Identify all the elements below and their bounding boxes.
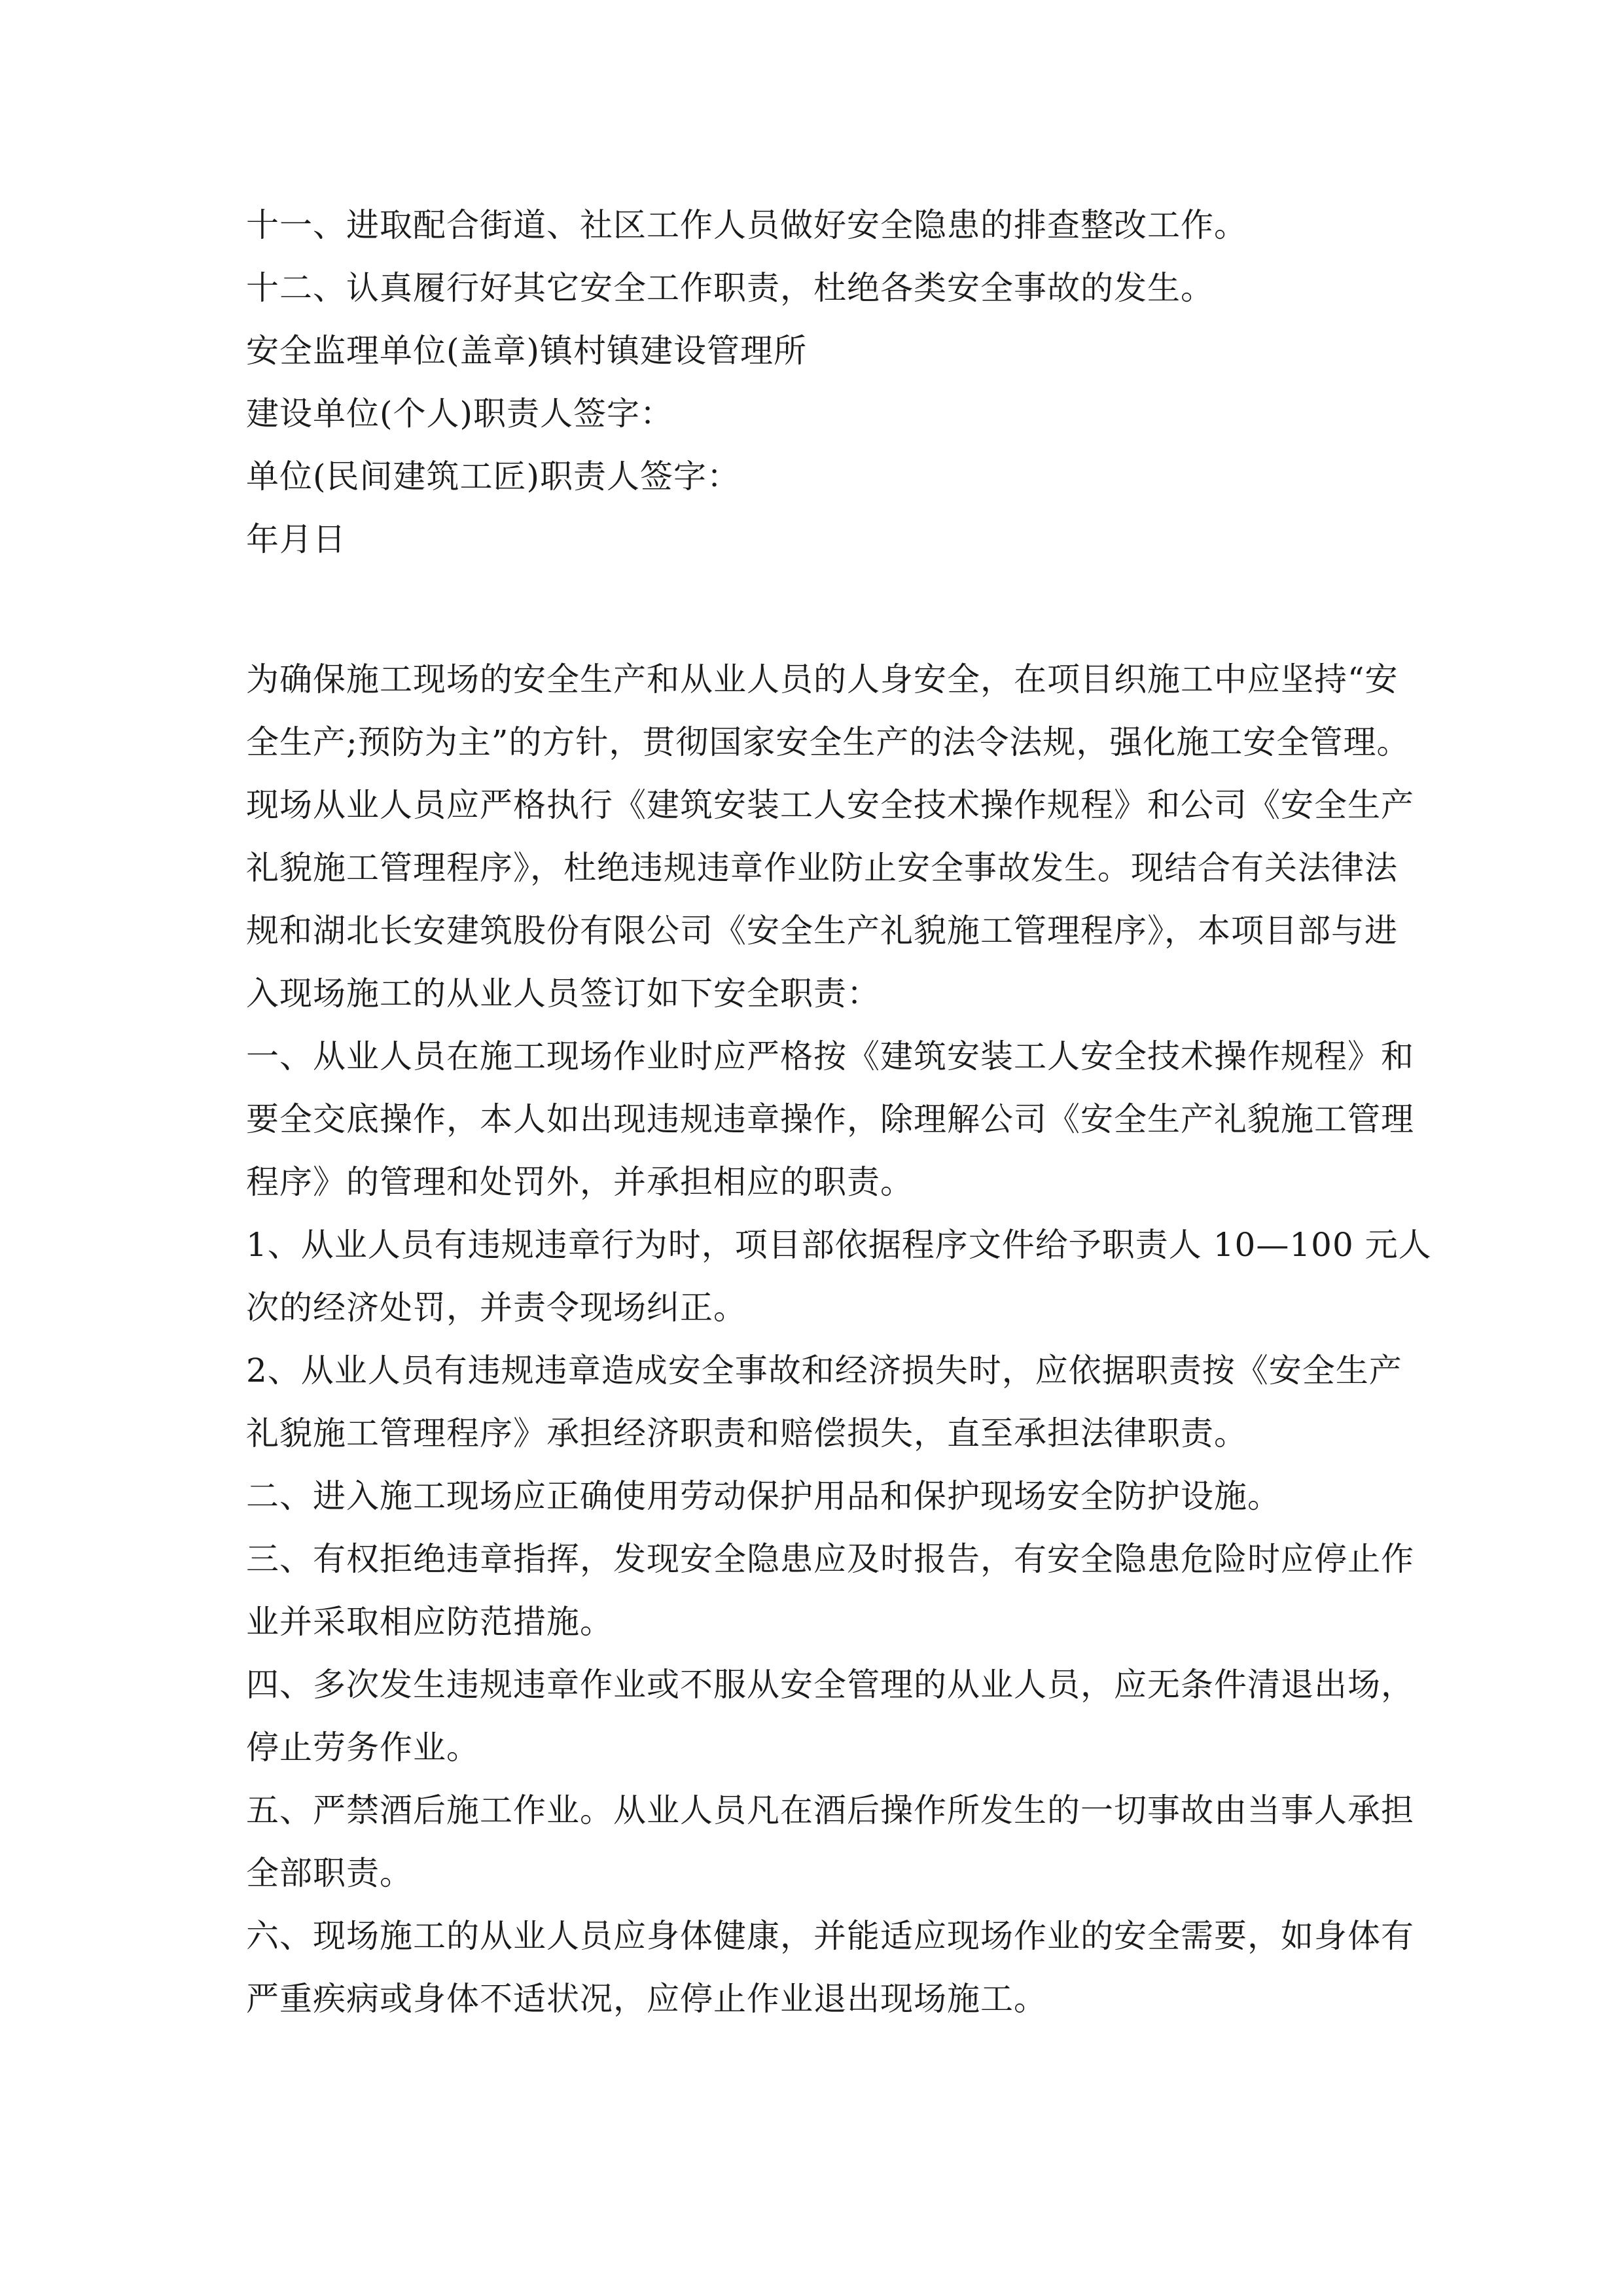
intro-line: 为确保施工现场的安全生产和从业人员的人身安全，在项目织施工中应坚持“安 xyxy=(246,660,1399,698)
safety-responsibility-body xyxy=(246,648,1432,2030)
date-line: 年月日 xyxy=(246,520,346,558)
construction-unit-signature: 建设单位(个人)职责人签字： xyxy=(246,395,674,433)
clause-eleven: 十一、进取配合街道、社区工作人员做好安全隐患的排查整改工作。 xyxy=(246,206,1247,244)
intro-line: 规和湖北长安建筑股份有限公司《安全生产礼貌施工管理程序》，本项目部与进 xyxy=(246,912,1398,950)
clause-four-line: 停止劳务作业。 xyxy=(246,1729,480,1767)
supervision-unit-seal: 安全监理单位(盖章)镇村镇建设管理所 xyxy=(246,332,808,370)
clause-six-line: 严重疾病或身体不适状况，应停止作业退出现场施工。 xyxy=(246,1980,1047,2018)
clause-four-line: 四、多次发生违规违章作业或不服从安全管理的从业人员，应无条件清退出场， xyxy=(246,1666,1414,1704)
clause-one-line: 程序》的管理和处罚外，并承担相应的职责。 xyxy=(246,1163,914,1201)
clause-three-line: 三、有权拒绝违章指挥，发现安全隐患应及时报告，有安全隐患危险时应停止作 xyxy=(246,1540,1414,1578)
sub-clause-2-line: 礼貌施工管理程序》承担经济职责和赔偿损失，直至承担法律职责。 xyxy=(246,1414,1247,1452)
intro-line: 全生产;预防为主”的方针，贯彻国家安全生产的法令法规，强化施工安全管理。 xyxy=(246,723,1410,761)
clause-one-line: 要全交底操作，本人如出现违规违章操作，除理解公司《安全生产礼貌施工管理 xyxy=(246,1100,1414,1138)
clause-six-line: 六、现场施工的从业人员应身体健康，并能适应现场作业的安全需要，如身体有 xyxy=(246,1917,1414,1955)
clause-two-line: 二、进入施工现场应正确使用劳动保护用品和保护现场安全防护设施。 xyxy=(246,1477,1281,1515)
clause-five-line: 五、严禁酒后施工作业。从业人员凡在酒后操作所发生的一切事故由当事人承担 xyxy=(246,1791,1414,1829)
clause-one-line: 一、从业人员在施工现场作业时应严格按《建筑安装工人安全技术操作规程》和 xyxy=(246,1037,1414,1075)
clause-five-line: 全部职责。 xyxy=(246,1854,413,1892)
sub-clause-2-line: 2、从业人员有违规违章造成安全事故和经济损失时，应依据职责按《安全生产 xyxy=(246,1352,1402,1390)
sub-clause-1-line: 次的经济处罚，并责令现场纠正。 xyxy=(246,1289,747,1327)
sub-clause-1-line: 1、从业人员有违规违章行为时，项目部依据程序文件给予职责人 10—100 元人 xyxy=(246,1226,1432,1264)
responsibility-clauses-end xyxy=(246,194,1411,571)
craftsman-unit-signature: 单位(民间建筑工匠)职责人签字： xyxy=(246,457,741,495)
clause-three-line: 业并采取相应防范措施。 xyxy=(246,1603,613,1641)
intro-line: 现场从业人员应严格执行《建筑安装工人安全技术操作规程》和公司《安全生产 xyxy=(246,786,1414,824)
intro-line: 入现场施工的从业人员签订如下安全职责： xyxy=(246,975,880,1013)
clause-twelve: 十二、认真履行好其它安全工作职责，杜绝各类安全事故的发生。 xyxy=(246,269,1214,307)
intro-line: 礼貌施工管理程序》，杜绝违规违章作业防止安全事故发生。现结合有关法律法 xyxy=(246,849,1398,887)
